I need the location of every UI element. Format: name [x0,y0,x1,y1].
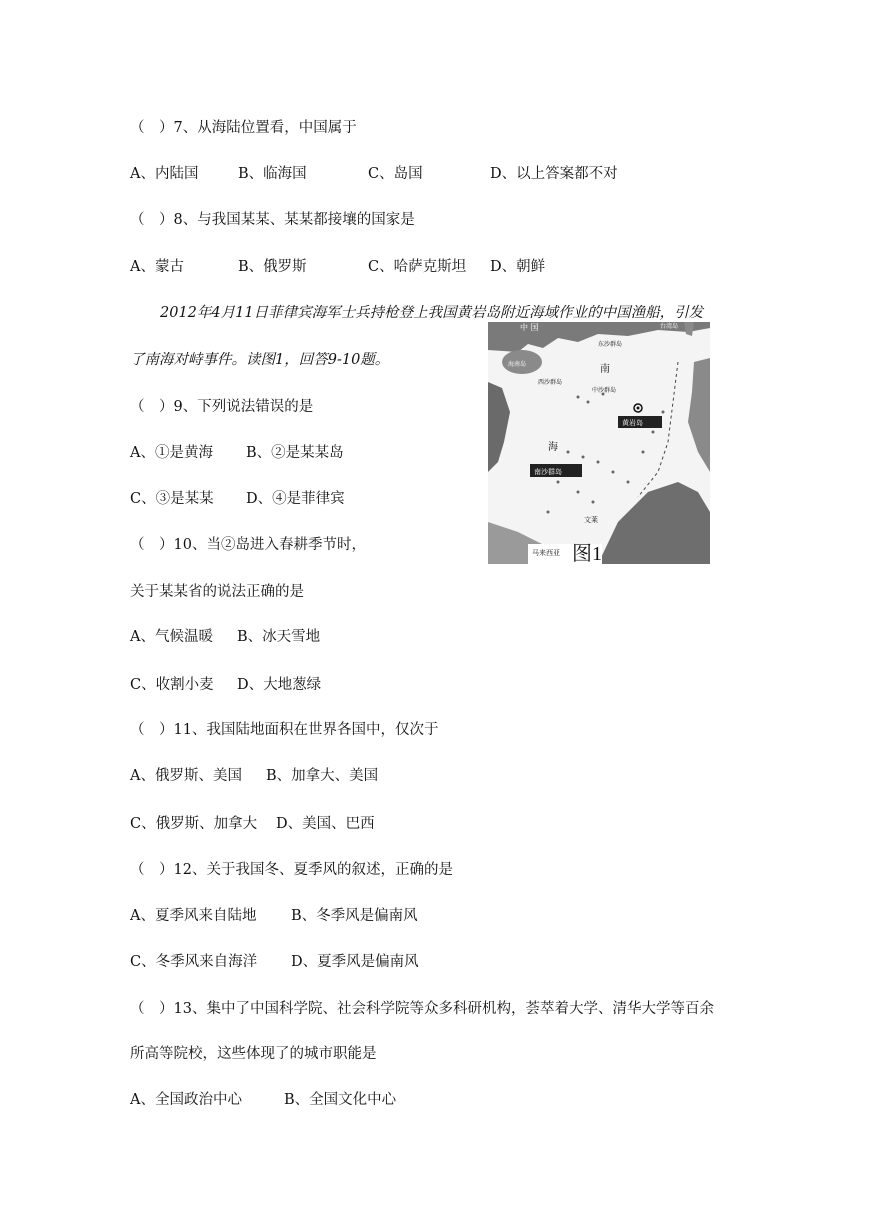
q8-option-a: A、蒙古 [130,259,184,275]
q7-option-c: C、岛国 [368,166,423,182]
q10-stem-2: 关于某某省的说法正确的是 [130,584,304,600]
label-hai: 海 [548,442,558,453]
q10-option-c: C、收割小麦 [130,677,214,693]
q11-stem: （ ）11、我国陆地面积在世界各国中，仅次于 [130,722,439,738]
passage-line-1: 2012年4月11日菲律宾海军士兵持枪登上我国黄岩岛附近海域作业的中国渔船，引发 [160,305,704,321]
q13-option-a: A、全国政治中心 [130,1092,242,1108]
label-hainan: 海南岛 [508,361,527,368]
q7-stem: （ ）7、从海陆位置看，中国属于 [130,120,357,136]
label-huangyan: 黄岩岛 [622,419,643,427]
q7-option-a: A、内陆国 [130,166,199,182]
q10-option-b: B、冰天雪地 [237,629,321,645]
figure-caption: 图1 [572,543,602,564]
label-malaysia: 马来西亚 [532,549,560,557]
q8-stem: （ ）8、与我国某某、某某都接壤的国家是 [130,212,415,228]
q13-option-b: B、全国文化中心 [284,1092,397,1108]
q8-option-b: B、俄罗斯 [238,259,307,275]
q12-option-a: A、夏季风来自陆地 [130,908,257,924]
q9-stem: （ ）9、下列说法错误的是 [130,399,314,415]
q9-option-b: B、②是某某岛 [246,445,344,461]
q12-option-c: C、冬季风来自海洋 [130,954,258,970]
q13-stem: （ ）13、集中了中国科学院、社会科学院等众多科研机构，荟萃着大学、清华大学等百余 [130,1001,714,1017]
q11-option-c: C、俄罗斯、加拿大 [130,816,258,832]
label-xisha: 西沙群岛 [538,379,563,386]
q13-stem-2: 所高等院校，这些体现了的城市职能是 [130,1046,377,1062]
q10-option-d: D、大地葱绿 [237,677,322,693]
q11-option-a: A、俄罗斯、美国 [130,768,242,784]
label-taiwan: 台湾岛 [660,323,679,330]
q12-option-b: B、冬季风是偏南风 [291,908,418,924]
label-wenlai: 文莱 [584,516,598,524]
label-zhongsha: 中沙群岛 [592,387,617,394]
passage-line-2: 了南海对峙事件。读图1，回答9-10题。 [130,352,390,368]
q9-option-a: A、①是黄海 [130,445,213,461]
huangyan-marker-dot [637,407,640,410]
q10-stem: （ ）10、当②岛进入春耕季节时， [130,537,366,553]
q7-option-d: D、以上答案都不对 [490,166,618,182]
q12-stem: （ ）12、关于我国冬、夏季风的叙述，正确的是 [130,862,453,878]
q10-option-a: A、气候温暖 [130,629,213,645]
q8-option-d: D、朝鲜 [490,259,546,275]
q9-option-d: D、④是菲律宾 [246,491,345,507]
q12-option-d: D、夏季风是偏南风 [291,954,419,970]
q7-option-b: B、临海国 [238,166,307,182]
q11-option-b: B、加拿大、美国 [266,768,379,784]
label-china: 中 国 [520,323,539,332]
q8-option-c: C、哈萨克斯坦 [368,259,467,275]
south-china-sea-map [488,322,710,564]
label-nan: 南 [600,364,610,375]
map-graphic [488,322,710,564]
q9-option-c: C、③是某某 [130,491,214,507]
label-dongsha: 东沙群岛 [598,341,623,348]
label-nansha: 南沙群岛 [534,468,562,476]
q11-option-d: D、美国、巴西 [276,816,375,832]
